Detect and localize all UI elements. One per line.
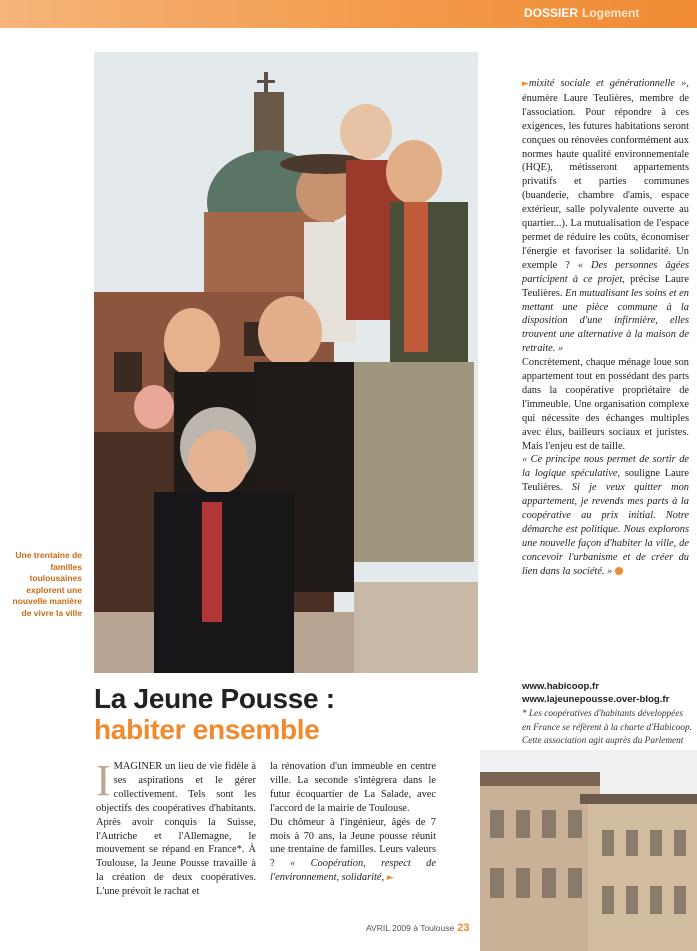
column-1-text: MAGINER un lieu de vie fidèle à ses aspirations et le gérer collectivement. Tels sont les objectifs des coopératives d'habitants. Après avoir conquis la Suisse, l'Autriche et l'Allemagne, le mouvement se répand en France*. À Toulouse, la Jeune Pousse travaille à la création de deux coopératives. L'une prévoit le rachat et: [96, 761, 256, 898]
subsection-name: Logement: [582, 6, 640, 20]
link-habicoop[interactable]: www.habicoop.fr: [522, 681, 599, 692]
column-3-paragraph-3: [522, 453, 689, 578]
continued-arrow-icon: ►: [522, 79, 529, 89]
article-column-1: [96, 756, 256, 899]
article-title: La Jeune Pousse :: [94, 683, 335, 714]
group-photo: [94, 52, 478, 673]
column-2-paragraph-1: la rénovation d'un immeuble en centre ville. La seconde s'intègrera dans le futur écoquartier de La Salade, avec l'accord de la mairie de Toulouse.: [270, 761, 436, 814]
section-banner: [0, 0, 697, 28]
link-jeune-pousse[interactable]: www.lajeunepousse.over-blog.fr: [522, 694, 670, 705]
page-number: 23: [457, 922, 470, 934]
continue-arrow-icon: ►: [386, 873, 394, 884]
group-photo-illustration: [94, 52, 478, 673]
article-subtitle: habiter ensemble: [94, 714, 320, 745]
column-2-quote: « Coopération, respect de l'environnement, solidarité,: [270, 858, 436, 884]
end-mark-icon: [615, 567, 623, 575]
quote-2-attribution: souligne Laure Teulières.: [522, 468, 689, 494]
column-3-paragraph-1: [522, 77, 689, 356]
quote-1-part-a: « Des personnes âgées participent à ce projet,: [522, 259, 689, 285]
related-links: [522, 680, 692, 706]
issue-label: AVRIL 2009 à Toulouse: [366, 923, 455, 933]
quote-2-part-a: « Ce principe nous permet de sortir de la logique spéculative,: [522, 454, 689, 480]
column-3-text: , énumère Laure Teulières, membre de l'association. Pour répondre à ces exigences, les futures habitations seront conçues ou rénovées conformément aux normes haute qualité environnementale (HQE), métisseront appartements privatifs et parties communes (buanderie, chambre d'amis, espace extérieur, salle polyvalente ouverte au quartier...). La mutualisation de l'espace permet de réduire les coûts, économiser l'énergie et favoriser la solidarité. Un exemple ?: [522, 78, 689, 271]
drop-cap: I: [96, 756, 111, 805]
article-column-2: [270, 760, 436, 886]
footnote: * Les coopératives d'habitants développées en France se réfèrent à la charte d'Habicoop. Cette association agit auprès du Parlement: [522, 709, 692, 747]
section-name: DOSSIER: [524, 6, 579, 20]
page-footer: [366, 922, 469, 934]
photo-caption: Une trentaine de familles toulousaines explorent une nouvelle manière de vivre la ville: [12, 550, 82, 618]
column-2-paragraph-2: [270, 816, 436, 887]
column-3-paragraph-2: Concrètement, chaque ménage loue son appartement tout en possédant des parts dans la coopérative propriétaire de l'immeuble. Une organisation complexe qui nécessite des échanges multiples avec élus, bailleurs sociaux et juristes. Mais l'enjeu est de taille.: [522, 357, 689, 452]
article-column-3: [522, 77, 689, 579]
column-3-quote-start: mixité sociale et générationnelle »: [528, 78, 687, 89]
building-photo-illustration: [480, 750, 697, 951]
section-label: [524, 6, 639, 20]
quote-2-part-b: Si je veux quitter mon appartement, je revends mes parts à la coopérative au prix initial. Notre démarche est politique. Nous explorons une nouvelle façon d'habiter la ville, de concevoir l'urbanisme et de créer du lien dans la société. »: [522, 482, 689, 577]
quote-1-attribution: précise Laure Teulières.: [522, 273, 689, 299]
quote-1-part-b: En mutualisant les soins et en mettant une pièce commune à la disposition d'une infirmière, elles trouvent une alternative à la maison de retraite. »: [522, 287, 689, 355]
column-2-text: Du chômeur à l'ingénieur, âgés de 7 mois à 70 ans, la Jeune pousse réunit une trentaine de familles. Leurs valeurs ?: [270, 816, 436, 870]
building-photo: [480, 750, 697, 951]
